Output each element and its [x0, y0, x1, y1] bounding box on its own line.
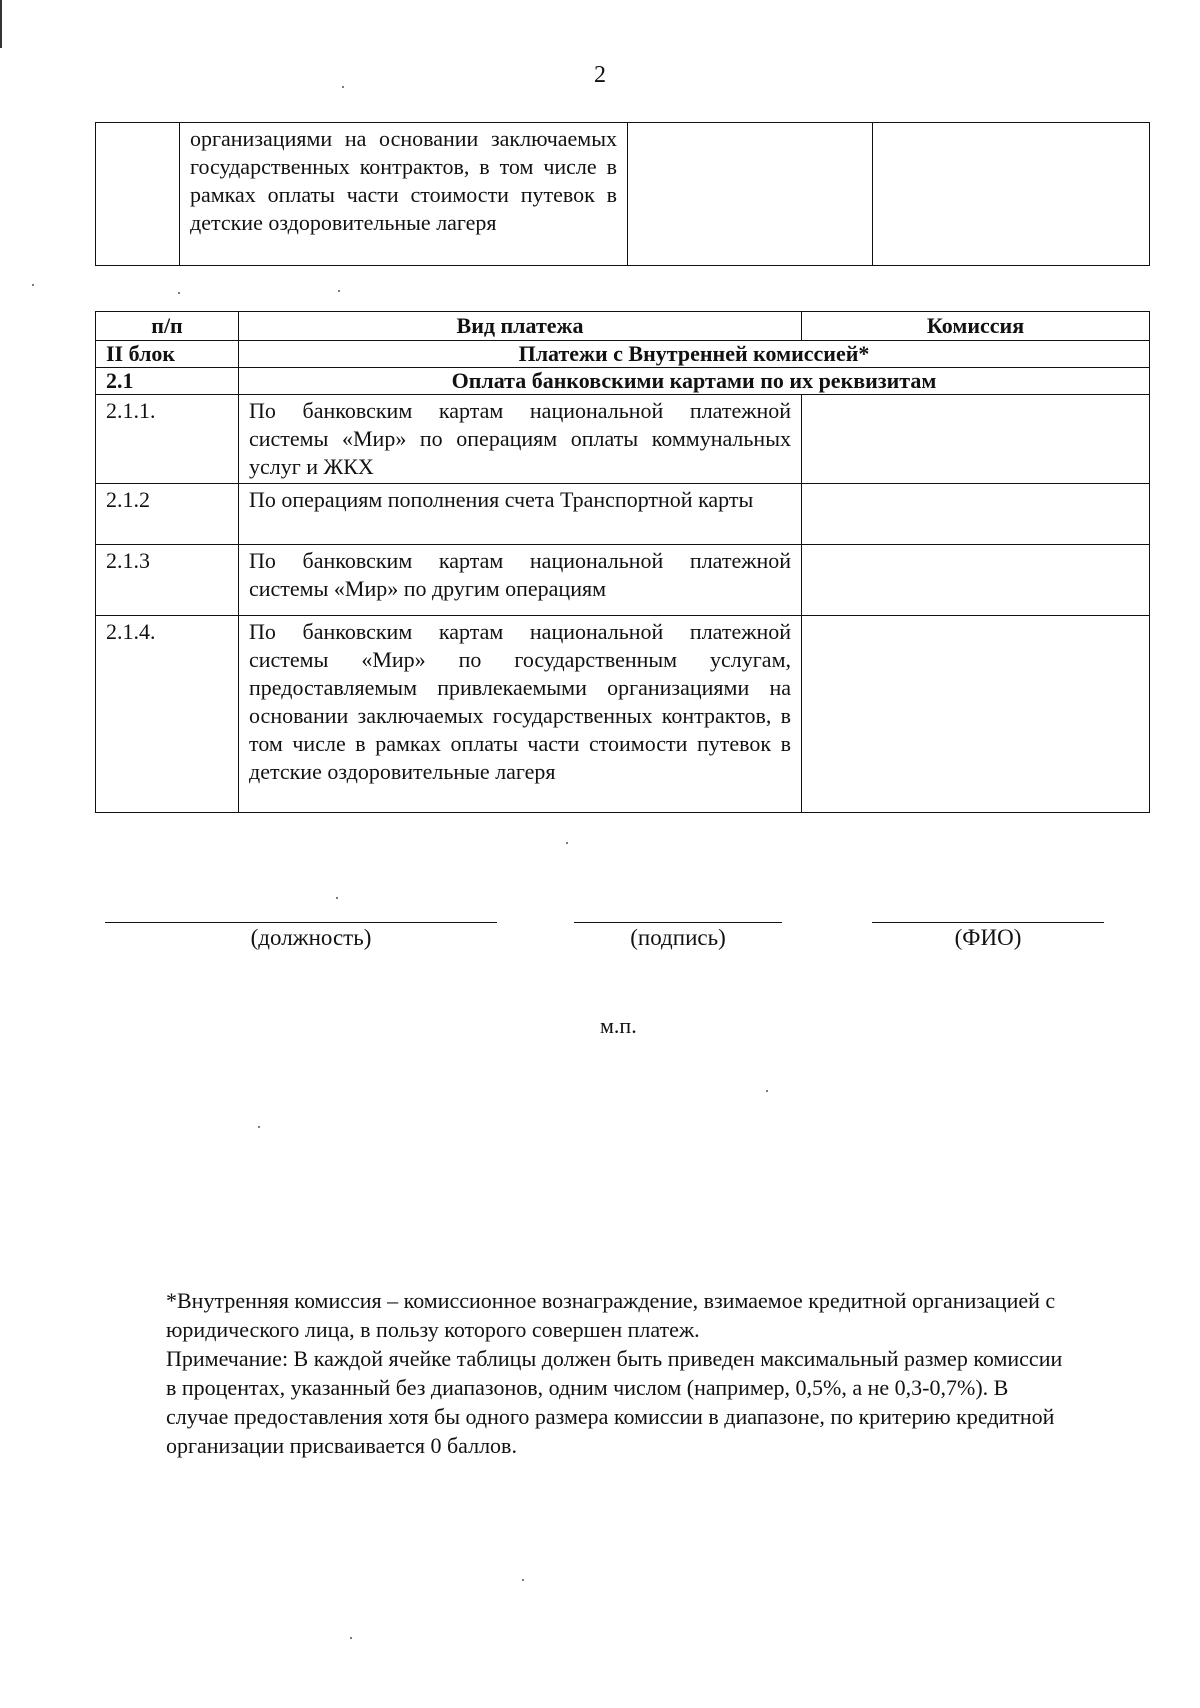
table-row [96, 616, 1150, 813]
scan-speck [258, 1126, 260, 1128]
row-commission [802, 484, 1150, 545]
name-signature-line [872, 922, 1104, 923]
commission-table [95, 311, 1150, 813]
scan-speck [32, 284, 34, 286]
header-commission: Комиссия [802, 312, 1150, 341]
row-commission [802, 545, 1150, 616]
footnote [166, 1286, 1066, 1460]
row-text: По операциям пополнения счета Транспортной карты [239, 484, 802, 545]
cont-num-cell [96, 123, 180, 266]
section-row [96, 368, 1150, 395]
table-row [96, 484, 1150, 545]
table-header-row [96, 312, 1150, 341]
cont-empty-cell [628, 123, 873, 266]
row-num: 2.1.4. [96, 616, 239, 813]
block-title: Платежи с Внутренней комиссией* [239, 341, 1150, 368]
block-num: II блок [96, 341, 239, 368]
table-row [96, 545, 1150, 616]
table-row [96, 395, 1150, 484]
scan-speck [566, 842, 568, 844]
cont-empty-cell [873, 123, 1150, 266]
stamp-label: м.п. [600, 1013, 637, 1038]
name-caption: (ФИО) [954, 925, 1022, 950]
signature-caption: (подпись) [630, 925, 726, 950]
section-num: 2.1 [96, 368, 239, 395]
row-num: 2.1.2 [96, 484, 239, 545]
footnote-definition: *Внутренняя комиссия – комиссионное вознаграждение, взимаемое кредитной организацией с юридического лица, в пользу которого совершен платеж. [166, 1288, 1056, 1342]
scan-speck [342, 86, 344, 88]
cont-text-cell: организациями на основании заключаемых государственных контрактов, в том числе в рамках оплаты части стоимости путевок в детские оздоровительные лагеря [180, 123, 628, 266]
header-num: п/п [96, 312, 239, 341]
scan-speck [350, 1637, 352, 1639]
scan-speck [178, 292, 180, 294]
signature-line [574, 922, 782, 923]
row-text: По банковским картам национальной платежной системы «Мир» по операциям оплаты коммунальных услуг и ЖКХ [239, 395, 802, 484]
block-row [96, 341, 1150, 368]
row-text: По банковским картам национальной платежной системы «Мир» по другим операциям [239, 545, 802, 616]
row-commission [802, 395, 1150, 484]
row-num: 2.1.3 [96, 545, 239, 616]
page-number: 2 [594, 62, 606, 88]
row-num: 2.1.1. [96, 395, 239, 484]
row-commission [802, 616, 1150, 813]
scan-speck [522, 1579, 524, 1581]
footnote-note: Примечание: В каждой ячейке таблицы должен быть приведен максимальный размер комиссии в процентах, указанный без диапазонов, одним числом (например, 0,5%, а не 0,3-0,7%). В случае предоставления хотя бы одного размера комиссии в диапазоне, по критерию кредитной организации присваивается 0 баллов. [166, 1346, 1063, 1458]
table-row [96, 123, 1150, 266]
scan-speck [336, 897, 338, 899]
scan-speck [338, 290, 340, 292]
position-signature-line [105, 922, 497, 923]
header-type: Вид платежа [239, 312, 802, 341]
continuation-table [95, 122, 1150, 266]
section-title: Оплата банковскими картами по их реквизитам [239, 368, 1150, 395]
scan-speck [766, 1090, 768, 1092]
row-text: По банковским картам национальной платежной системы «Мир» по государственным услугам, предоставляемым привлекаемыми организациями на основании заключаемых государственных контрактов, в том числе в рамках оплаты части стоимости путевок в детские оздоровительные лагеря [239, 616, 802, 813]
position-caption: (должность) [250, 925, 372, 950]
scan-edge-mark [0, 0, 2, 48]
